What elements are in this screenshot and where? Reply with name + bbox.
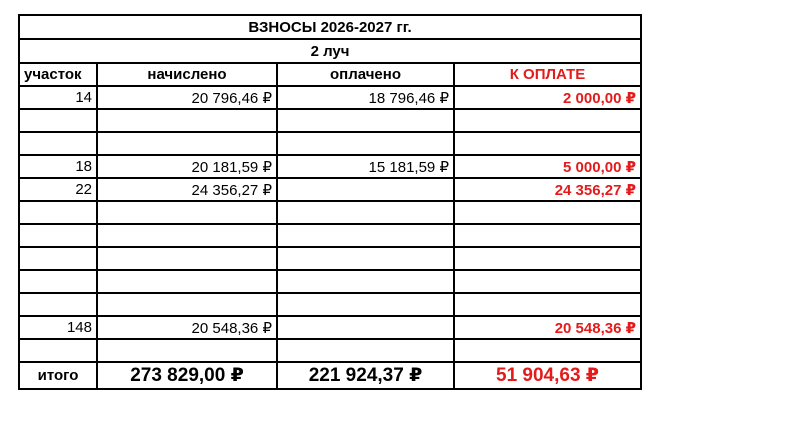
cell-due[interactable] xyxy=(454,224,641,247)
sheet-title[interactable]: ВЗНОСЫ 2026-2027 гг. xyxy=(19,15,641,39)
table-row xyxy=(19,339,641,362)
header-row xyxy=(19,63,641,86)
cell-paid[interactable]: 15 181,59 ₽ xyxy=(277,155,454,178)
cell-charged[interactable] xyxy=(97,224,277,247)
cell-plot[interactable]: 22 xyxy=(19,178,97,201)
table-row xyxy=(19,201,641,224)
table-row xyxy=(19,155,641,178)
cell-plot[interactable] xyxy=(19,293,97,316)
subtitle-row xyxy=(19,39,641,63)
cell-paid[interactable] xyxy=(277,132,454,155)
cell-plot[interactable] xyxy=(19,270,97,293)
cell-charged[interactable] xyxy=(97,270,277,293)
cell-charged[interactable]: 20 796,46 ₽ xyxy=(97,86,277,109)
cell-due[interactable]: 24 356,27 ₽ xyxy=(454,178,641,201)
cell-paid[interactable] xyxy=(277,247,454,270)
table-row xyxy=(19,178,641,201)
total-label[interactable]: итого xyxy=(19,362,97,389)
table-row xyxy=(19,293,641,316)
total-charged[interactable]: 273 829,00 ₽ xyxy=(97,362,277,389)
total-due[interactable]: 51 904,63 ₽ xyxy=(454,362,641,389)
cell-due[interactable] xyxy=(454,247,641,270)
table-row xyxy=(19,247,641,270)
cell-paid[interactable] xyxy=(277,316,454,339)
header-paid[interactable]: оплачено xyxy=(277,63,454,86)
cell-plot[interactable] xyxy=(19,339,97,362)
cell-charged[interactable]: 20 548,36 ₽ xyxy=(97,316,277,339)
cell-charged[interactable] xyxy=(97,293,277,316)
cell-charged[interactable]: 24 356,27 ₽ xyxy=(97,178,277,201)
header-due[interactable]: К ОПЛАТЕ xyxy=(454,63,641,86)
cell-plot[interactable] xyxy=(19,224,97,247)
cell-paid[interactable] xyxy=(277,270,454,293)
table-row xyxy=(19,132,641,155)
cell-plot[interactable] xyxy=(19,132,97,155)
cell-due[interactable] xyxy=(454,339,641,362)
cell-due[interactable] xyxy=(454,109,641,132)
cell-due[interactable]: 5 000,00 ₽ xyxy=(454,155,641,178)
cell-due[interactable]: 20 548,36 ₽ xyxy=(454,316,641,339)
cell-due[interactable] xyxy=(454,132,641,155)
cell-paid[interactable] xyxy=(277,201,454,224)
cell-paid[interactable]: 18 796,46 ₽ xyxy=(277,86,454,109)
cell-due[interactable] xyxy=(454,270,641,293)
total-paid[interactable]: 221 924,37 ₽ xyxy=(277,362,454,389)
table-row xyxy=(19,270,641,293)
cell-plot[interactable]: 18 xyxy=(19,155,97,178)
cell-charged[interactable]: 20 181,59 ₽ xyxy=(97,155,277,178)
cell-plot[interactable]: 14 xyxy=(19,86,97,109)
table-row xyxy=(19,316,641,339)
cell-due[interactable] xyxy=(454,293,641,316)
cell-due[interactable] xyxy=(454,201,641,224)
cell-plot[interactable] xyxy=(19,201,97,224)
table-row xyxy=(19,109,641,132)
table-row xyxy=(19,224,641,247)
header-plot[interactable]: участок xyxy=(19,63,97,86)
table-body xyxy=(19,15,641,389)
cell-paid[interactable] xyxy=(277,109,454,132)
cell-paid[interactable] xyxy=(277,293,454,316)
cell-charged[interactable] xyxy=(97,247,277,270)
cell-charged[interactable] xyxy=(97,132,277,155)
cell-paid[interactable] xyxy=(277,339,454,362)
sheet-subtitle[interactable]: 2 луч xyxy=(19,39,641,63)
cell-paid[interactable] xyxy=(277,178,454,201)
cell-paid[interactable] xyxy=(277,224,454,247)
cell-plot[interactable]: 148 xyxy=(19,316,97,339)
cell-plot[interactable] xyxy=(19,109,97,132)
cell-charged[interactable] xyxy=(97,339,277,362)
total-row xyxy=(19,362,641,389)
cell-charged[interactable] xyxy=(97,109,277,132)
contributions-table xyxy=(18,14,642,390)
title-row xyxy=(19,15,641,39)
table-row xyxy=(19,86,641,109)
cell-charged[interactable] xyxy=(97,201,277,224)
cell-plot[interactable] xyxy=(19,247,97,270)
header-charged[interactable]: начислено xyxy=(97,63,277,86)
cell-due[interactable]: 2 000,00 ₽ xyxy=(454,86,641,109)
